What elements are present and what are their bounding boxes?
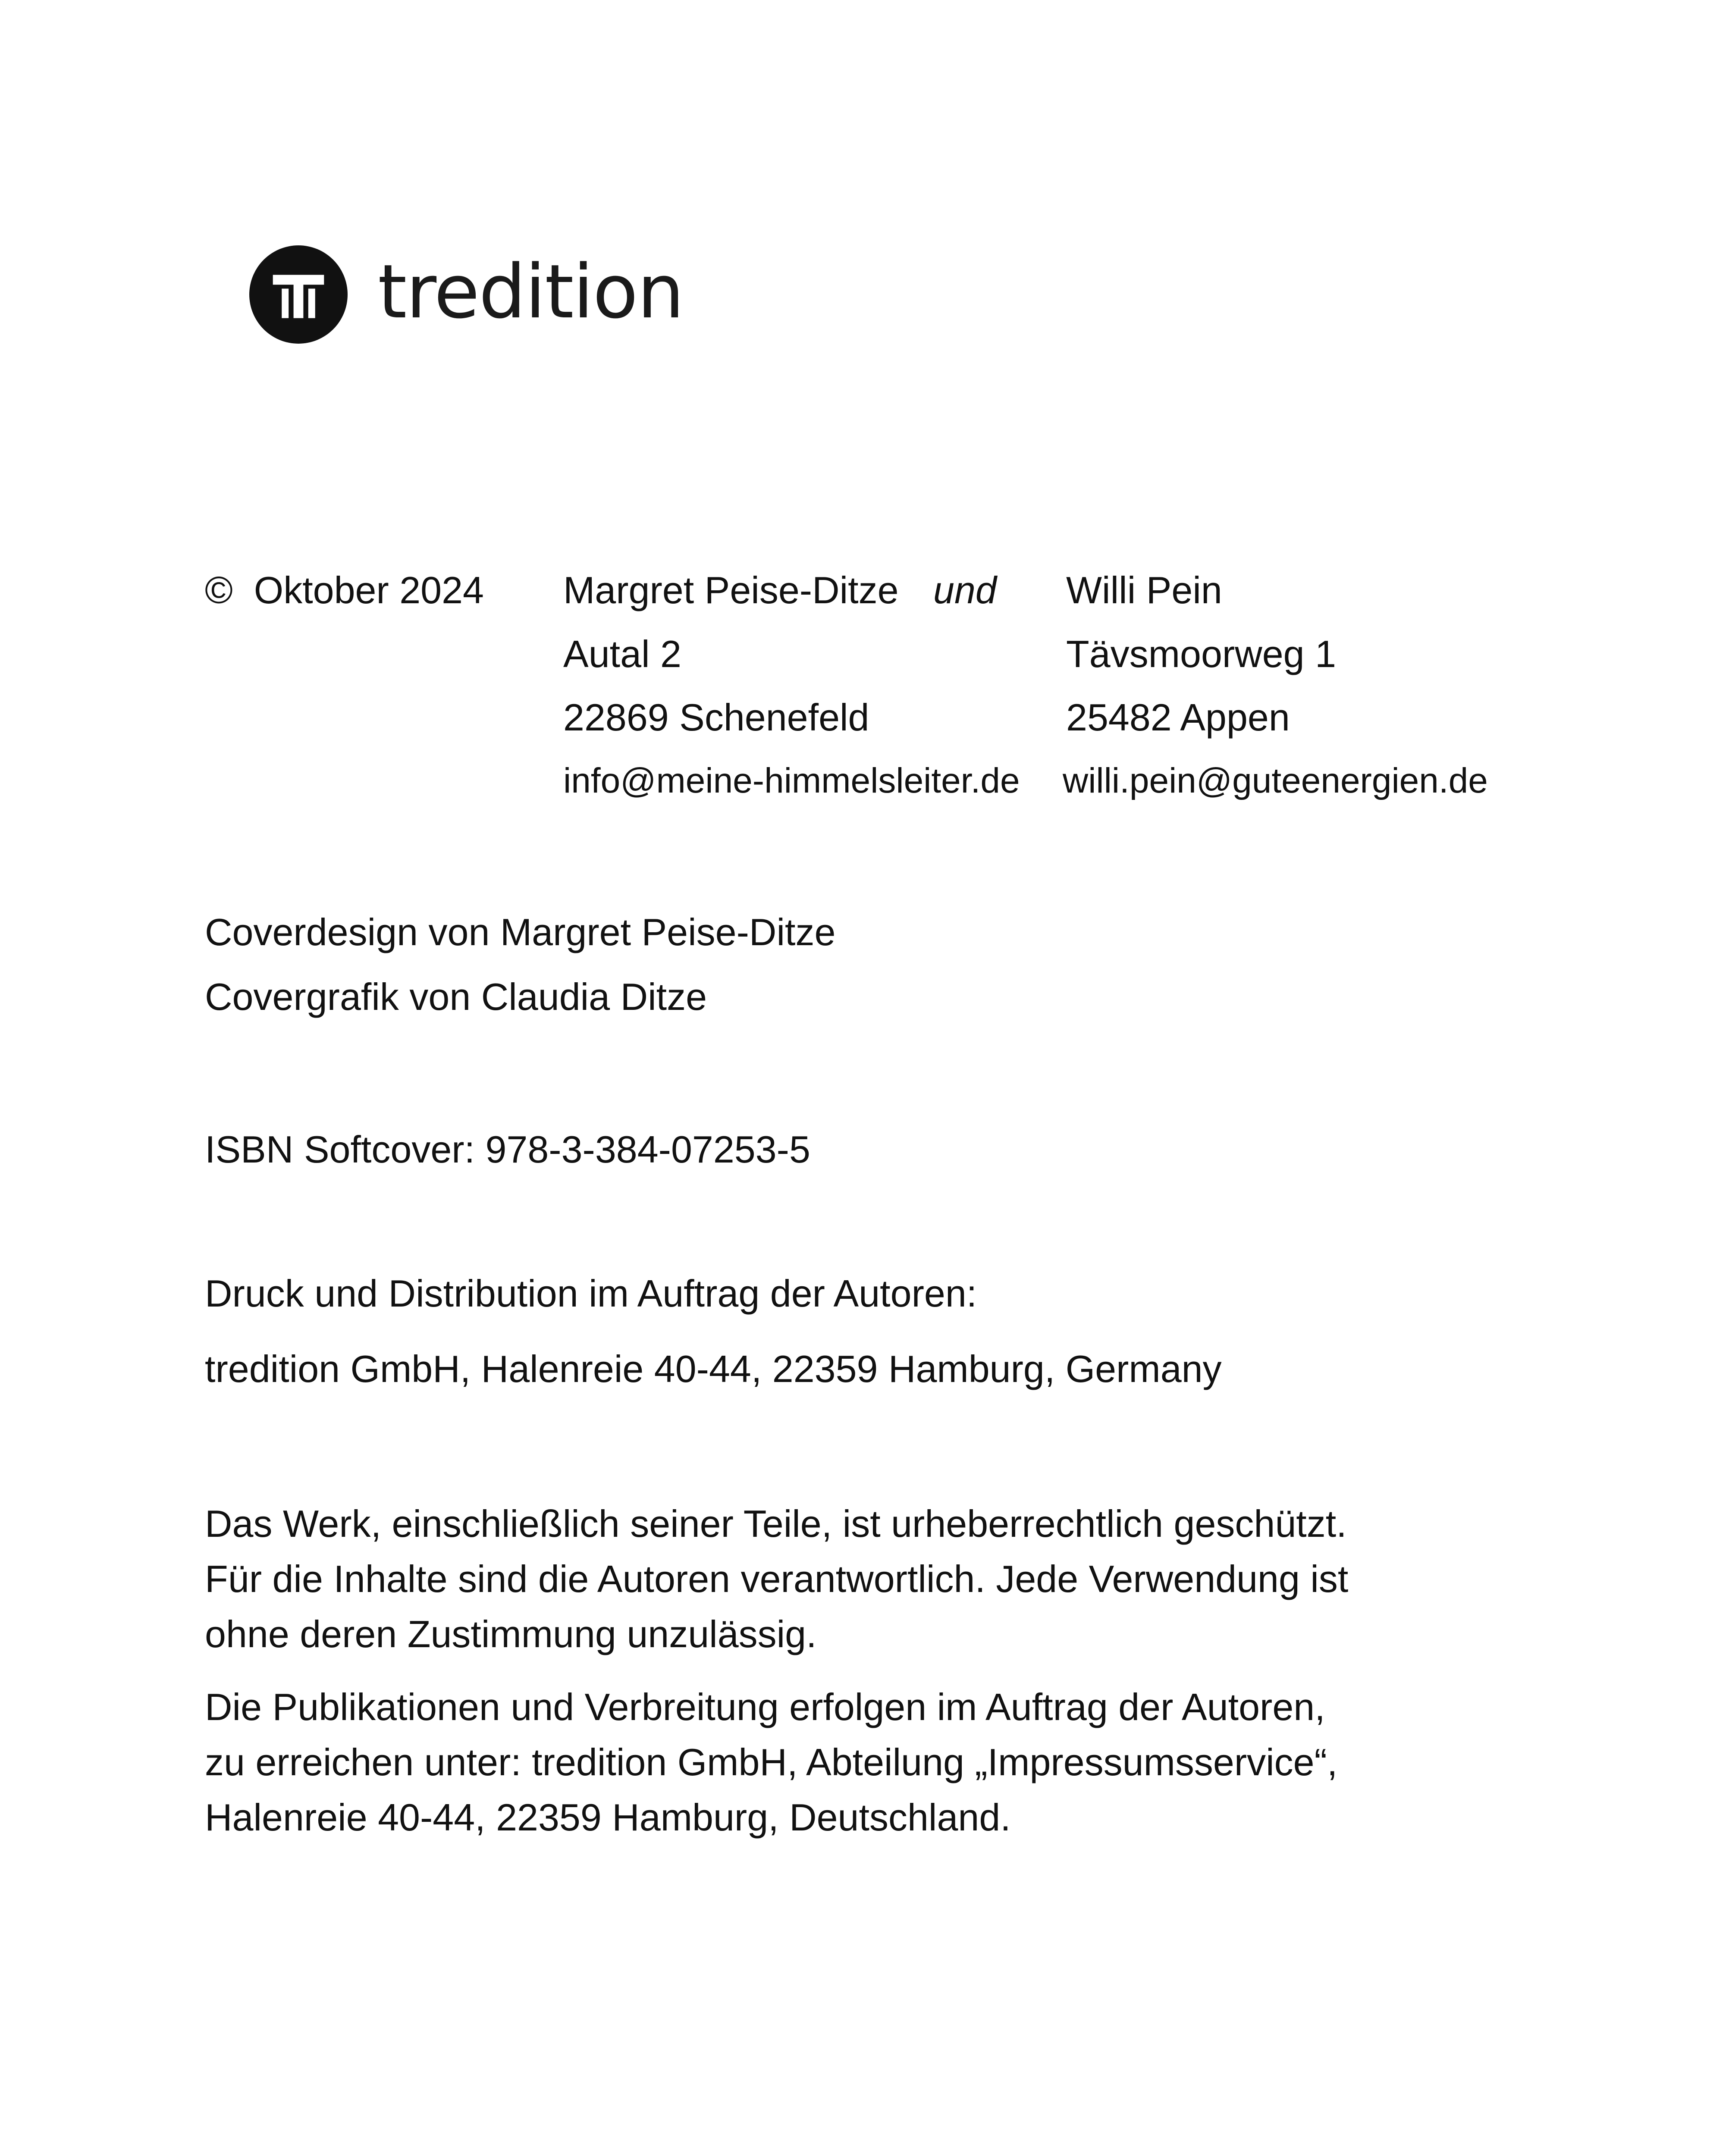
author2-city: 25482 Appen [1066,696,1290,739]
legal-para2-line3: Halenreie 40-44, 22359 Hamburg, Deutschland. [205,1796,1011,1839]
author2-street: Tävsmoorweg 1 [1066,633,1337,675]
covergrafik-credit: Covergrafik von Claudia Ditze [205,975,707,1018]
legal-para2-line1: Die Publikationen und Verbreitung erfolgen im Auftrag der Autoren, [205,1686,1325,1728]
coverdesign-credit: Coverdesign von Margret Peise-Ditze [205,911,836,953]
copyright-date: Oktober 2024 [254,569,484,611]
legal-para1-line2: Für die Inhalte sind die Autoren verantwortlich. Jede Verwendung ist [205,1557,1349,1600]
legal-para1-line3: ohne deren Zustimmung unzulässig. [205,1613,817,1655]
copyright-symbol: © [205,569,233,611]
author2-email: willi.pein@guteenergien.de [1063,761,1488,800]
author2-name: Willi Pein [1066,569,1222,611]
logo-wordmark: tredition [378,248,684,335]
print-distribution-address: tredition GmbH, Halenreie 40-44, 22359 Hamburg, Germany [205,1348,1222,1390]
author1-street: Autal 2 [563,633,681,675]
legal-para2-line2: zu erreichen unter: tredition GmbH, Abteilung „Impressumsservice“, [205,1741,1338,1783]
author1-city: 22869 Schenefeld [563,696,869,739]
legal-para1-line1: Das Werk, einschließlich seiner Teile, ist urheberrechtlich geschützt. [205,1502,1347,1545]
copyright-line [205,571,484,609]
isbn-line: ISBN Softcover: 978-3-384-07253-5 [205,1128,810,1171]
author1-email: info@meine-himmelsleiter.de [563,761,1020,800]
tredition-logo-icon [249,245,348,344]
author1-name: Margret Peise-Ditze [563,569,899,611]
print-distribution-heading: Druck und Distribution im Auftrag der Autoren: [205,1272,977,1315]
authors-conjunction: und [933,569,997,611]
publisher-logo [249,245,684,344]
